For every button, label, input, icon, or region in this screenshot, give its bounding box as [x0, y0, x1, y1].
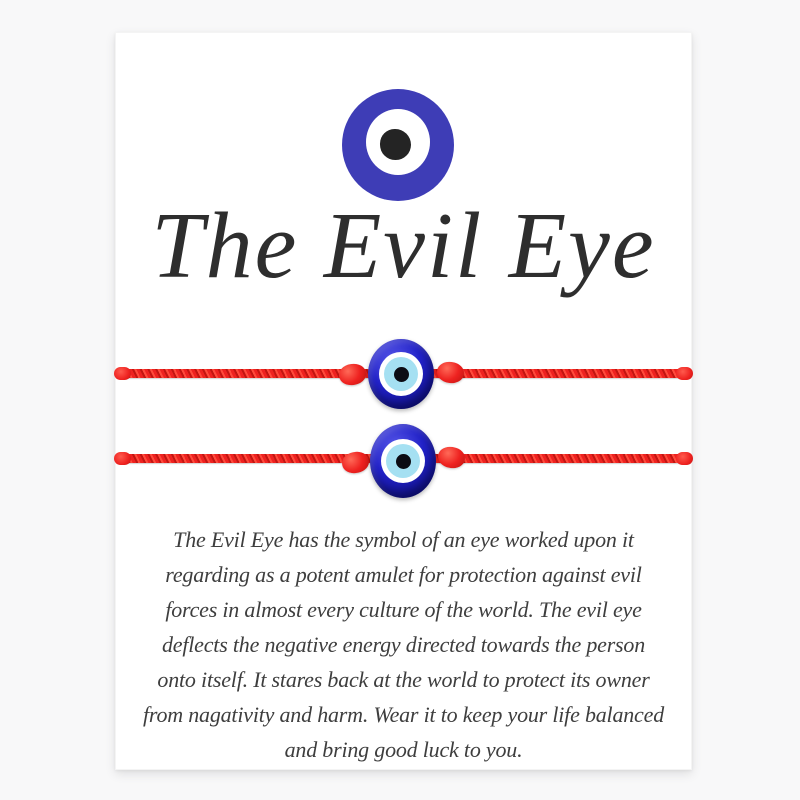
description-line: forces in almost every culture of the world. The evil eye — [165, 597, 642, 622]
description-line: onto itself. It stares back at the world to protect its owner — [157, 667, 650, 692]
card-description — [116, 522, 691, 767]
bead-white-ring — [381, 439, 425, 483]
description-line: The Evil Eye has the symbol of an eye worked upon it — [173, 527, 634, 552]
bead-pupil — [394, 367, 409, 382]
card-title: The Evil Eye — [151, 194, 656, 298]
cord-knot-right — [436, 360, 465, 384]
cord-knot-right — [437, 445, 467, 470]
bracelet-top — [116, 329, 691, 419]
evil-eye-bead — [368, 339, 434, 409]
evil-eye-symbol-icon — [342, 89, 454, 201]
description-line: deflects the negative energy directed towards the person — [161, 632, 646, 657]
description-line: and bring good luck to you. — [284, 737, 523, 762]
evil-eye-bead — [370, 424, 436, 498]
bead-white-ring — [379, 352, 423, 396]
evil-eye-symbol-pupil — [380, 129, 411, 160]
bracelet-bottom — [116, 416, 691, 506]
description-line: from nagativity and harm. Wear it to keep your life balanced — [142, 702, 664, 727]
bead-pupil — [396, 454, 411, 469]
evil-eye-card — [115, 32, 692, 770]
cord-knot-left — [338, 362, 368, 387]
bead-light-blue-iris — [384, 357, 418, 391]
bead-light-blue-iris — [386, 444, 420, 478]
description-line: regarding as a potent amulet for protection against evil — [165, 562, 642, 587]
